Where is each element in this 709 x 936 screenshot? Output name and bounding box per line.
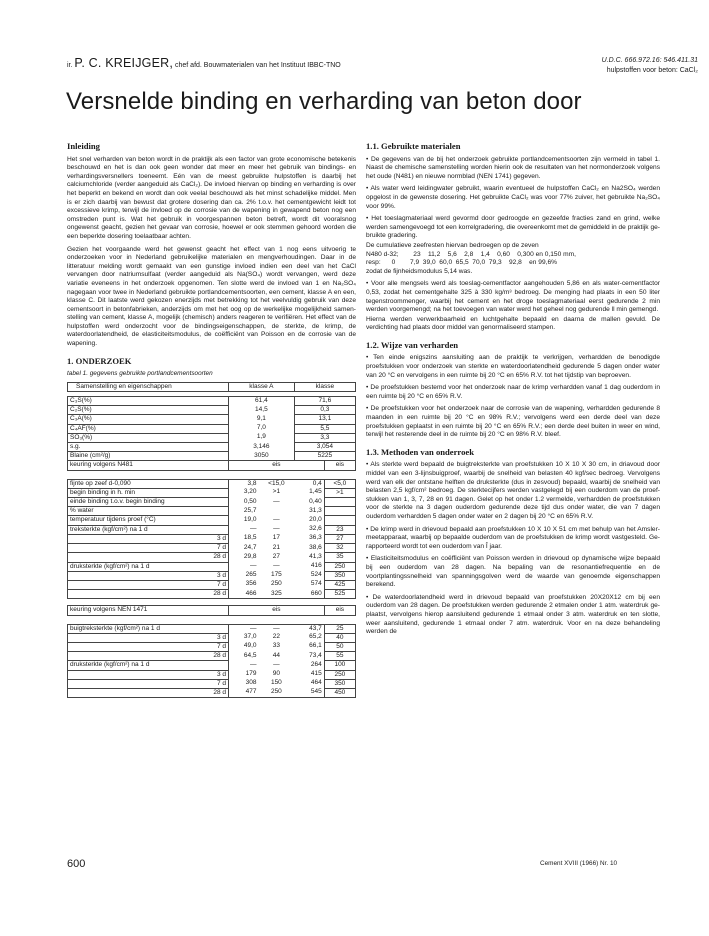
- row-label-cell: 28 d: [68, 553, 229, 562]
- paragraph-b1: • De gegevens van de bij het onderzoek gebruikte portlandcementsoorten zijn vermeld in tabel 1. Naast de chemische samenstelling worden hierin ook de resultaten van het normonderzoek volgens het oude (N481) en nieuwe normblad (NEN 1741) gegeven.: [366, 155, 660, 180]
- value-cell-c: 65,2: [309, 633, 322, 641]
- value-cell-a: —: [250, 660, 257, 668]
- value-cell-c: 0,3: [294, 406, 355, 415]
- row-label-cell: 28 d: [68, 688, 229, 697]
- value-cell-c: 20,0: [309, 515, 322, 523]
- requirement-cell-a: 22: [272, 633, 280, 641]
- value-cell-a: 61,4: [255, 397, 268, 405]
- value-cell-c: 1,45: [309, 488, 322, 496]
- table-header-cell: Samenstelling en eigenschappen: [68, 382, 229, 391]
- value-cell-a: —: [250, 525, 257, 533]
- requirement-cell-a: [259, 507, 295, 516]
- table-header-cell: klasse: [294, 382, 355, 391]
- requirement-cell-c: 250: [324, 562, 355, 571]
- requirement-cell-c: 525: [324, 590, 355, 599]
- requirement-cell-a: —: [273, 497, 280, 505]
- value-cell-c: 3,3: [294, 433, 355, 442]
- right-column: [366, 142, 660, 641]
- paragraph-b2: • Als water werd leidingwater gebruikt, waarin eventueel de hulpstoffen CaCl₂ en Na2SO₄ werden opgelost in de gewenste dosering. Het gebruikte CaCl₂ was voor 77% zuiver, het gebruikte Na₂SO₄ voor 99%.: [366, 185, 660, 210]
- table-row: [68, 679, 356, 688]
- value-cell-a: 3,20: [243, 488, 257, 496]
- requirement-cell-a: —: [273, 515, 280, 523]
- table-row: [68, 590, 356, 599]
- row-label-cell: 3 d: [68, 670, 229, 679]
- value-cell-a: 356: [245, 580, 257, 588]
- author-affiliation: chef afd. Bouwmaterialen van het Instituut IBBC-TNO: [175, 62, 341, 69]
- table-row: [68, 553, 356, 562]
- requirement-cell-c: 425: [324, 580, 355, 589]
- row-label-cell: 3 d: [68, 571, 229, 580]
- row-label-cell: 7 d: [68, 580, 229, 589]
- value-cell-c: 415: [310, 670, 322, 678]
- value-cell-a: 0,50: [243, 497, 257, 505]
- table-row: [68, 624, 356, 633]
- value-cell-a: 25,7: [243, 506, 257, 514]
- row-label-cell: 7 d: [68, 544, 229, 553]
- table-row: [68, 433, 356, 442]
- value-cell-c: 0,40: [309, 497, 322, 505]
- value-cell-a: 265: [245, 571, 257, 579]
- value-cell-a: 466: [245, 589, 257, 597]
- row-label-cell: Blaine (cm²/g): [68, 452, 229, 461]
- value-cell-c: 464: [310, 679, 322, 687]
- table-row: [68, 415, 356, 424]
- paragraph-b3: • Het toeslagmateriaal werd gevormd door gedroogde en gezeefde fracties zand en grind, welke werden samengevoegd tot een korrelgradering, die overeenkomt met de gemiddeld in de praktijk gebruikte gradering.: [366, 215, 660, 240]
- row-label-cell: 28 d: [68, 652, 229, 661]
- value-cell-a: 14,5: [255, 405, 268, 413]
- paragraph-b9: • De krimp werd in drievoud bepaald aan proefstukken 10 X 10 X 51 cm met behulp van het Amsler-meetapparaat, waarbij op bepaalde ouderdom van de proefstukken de krimp wordt vastgesteld. Gerapporteerd wordt tot een ouderdom van Î jaar.: [366, 525, 660, 550]
- table-row: [68, 661, 356, 670]
- table-row: [68, 498, 356, 507]
- requirement-cell-c: 40: [324, 633, 355, 642]
- paragraph-b7: • De proefstukken voor het onderzoek naar de corrosie van de wapening, verhardden gedurende 8 maanden in een ruimte bij 20 °C en 98% R.V.; vervolgens werd een derde deel van deze proefstukken geplaatst in een ruimte bij 20 °C en 65% R.V.; een derde deel buiten in weer en wind, terwijl het resterende deel in de ruimte bij 20 °C en 98% R.V. bleef.: [366, 405, 660, 439]
- table-section-cell: eis: [324, 606, 355, 615]
- row-label-cell: C₃S(%): [68, 397, 229, 406]
- value-cell-a: 19,0: [243, 515, 257, 523]
- requirement-cell-c: <5,0: [324, 479, 355, 488]
- value-cell-c: 13,1: [294, 415, 355, 424]
- value-cell-a: 9,1: [256, 414, 266, 422]
- row-label-cell: buigtreksterkte (kgf/cm²) na 1 d: [68, 624, 229, 633]
- grading-line-1: N480 d-32; 23 11,2 5,6 2,8 1,4 0,60 0,300 en 0,150 mm,: [366, 250, 576, 258]
- requirement-cell-a: 175: [270, 571, 282, 579]
- requirement-cell-a: 44: [272, 651, 280, 659]
- table-row: [68, 406, 356, 415]
- n481-header-row: [68, 461, 356, 470]
- requirement-cell-a: 21: [272, 543, 280, 551]
- requirement-cell-a: —: [273, 624, 280, 632]
- requirement-cell-c: 35: [324, 553, 355, 562]
- value-cell-a: 179: [245, 670, 257, 678]
- paragraph-b4b: Hierna werden verwerkbaarheid en luchtgehalte bepaald en daarna de mallen gevuld. De verdichting had plaats door middel van genormaliseerd stampen.: [366, 315, 660, 332]
- requirement-cell-c: 55: [324, 652, 355, 661]
- table-row: [68, 633, 356, 642]
- value-cell-a: 3,8: [247, 479, 257, 487]
- requirement-cell-c: 25: [324, 624, 355, 633]
- heading-inleiding: Inleiding: [67, 141, 100, 151]
- value-cell-c: 38,6: [309, 543, 322, 551]
- requirement-cell-c: [324, 498, 355, 507]
- value-cell-a: 24,7: [243, 543, 257, 551]
- table-header-row: [68, 382, 356, 391]
- requirement-cell-a: 17: [272, 534, 280, 542]
- heading-onderzoek: 1. ONDERZOEK: [67, 355, 132, 366]
- requirement-cell-c: 450: [324, 688, 355, 697]
- value-cell-c: 3,054: [294, 443, 355, 452]
- table-row: [68, 544, 356, 553]
- value-cell-a: 308: [245, 679, 257, 687]
- requirement-cell-a: —: [273, 562, 280, 569]
- table-section-cell: eis: [272, 461, 281, 469]
- value-cell-c: 41,3: [309, 552, 322, 560]
- requirement-cell-c: 32: [324, 544, 355, 553]
- paragraph-b10: • Elasticiteitsmodulus en coëfficiënt van Poisson werden in drievoud op dynamische wijze bepaald bij een ouderdom van 28 dagen. Na bepaling van de resonantiefrequentie en de voortplantingssnelheid van spanningsgolven werd de waarde van genoemde eigenschappen berekend.: [366, 555, 660, 589]
- requirement-cell-c: 250: [324, 670, 355, 679]
- value-cell-c: 660: [310, 589, 322, 597]
- table-section-cell: eis: [272, 606, 281, 614]
- table-row: [68, 488, 356, 497]
- table-row: [68, 670, 356, 679]
- value-cell-a: 29,8: [243, 552, 257, 560]
- grading-line-2: resp: 0 7,9 39,0 60,0 65,5 70,0 79,3 92,8 en 99,6%: [366, 259, 557, 267]
- requirement-cell-c: 50: [324, 642, 355, 651]
- value-cell-c: 71,6: [294, 397, 355, 406]
- value-cell-a: 37,0: [243, 633, 257, 641]
- paragraph-b5: • Ten einde enigszins aansluiting aan de praktijk te verkrijgen, verhardden de benodigde proefstukken voor onderzoek van sterkte en waterdoorlatendheid gedurende 5 dagen onder water van 20 °C en vervolgens in een ruimte bij 20 °C en 65% R.V. tot het tijdstip van beproeven.: [366, 354, 660, 379]
- requirement-cell-c: >1: [324, 488, 355, 497]
- row-label-cell: s.g.: [68, 443, 229, 452]
- udc-line: U.D.C. 666.972.16: 546.411.31: [601, 57, 698, 64]
- requirement-cell-a: 33: [272, 642, 280, 650]
- value-cell-c: 5,5: [294, 424, 355, 433]
- table-section-cell: keuring volgens NEN 1471: [68, 606, 229, 615]
- row-label-cell: C₃A(%): [68, 415, 229, 424]
- row-label-cell: druksterkte (kgf/cm²) na 1 d: [68, 562, 229, 571]
- row-label-cell: C₄AF(%): [68, 424, 229, 433]
- author-line: [67, 56, 341, 70]
- nen-rows: [68, 624, 356, 698]
- udc-classification: [548, 56, 698, 75]
- table-row: [68, 571, 356, 580]
- table-row: [68, 443, 356, 452]
- left-column: [67, 142, 356, 698]
- value-cell-c: 264: [310, 660, 322, 668]
- nen-header-row: [68, 606, 356, 615]
- value-cell-c: 32,6: [309, 525, 322, 533]
- requirement-cell-a: 90: [272, 670, 280, 678]
- value-cell-c: 416: [310, 562, 322, 569]
- table-row: [68, 580, 356, 589]
- heading-1-1: 1.1. Gebruikte materialen: [366, 141, 461, 151]
- requirement-cell-a: 27: [272, 552, 280, 560]
- row-label-cell: % water: [68, 507, 229, 516]
- author-prefix: ir.: [67, 62, 73, 69]
- requirement-cell-c: 350: [324, 679, 355, 688]
- paragraph-b6: • De proefstukken bestemd voor het onderzoek naar de krimp verhardden vanaf 1 dag ouderdom in een ruimte bij 20 °C en 65% R.V.: [366, 384, 660, 400]
- table-row: [68, 424, 356, 433]
- row-label-cell: treksterkte (kgf/cm²) na 1 d: [68, 525, 229, 534]
- table-row: [68, 525, 356, 534]
- page-number: 600: [67, 858, 86, 870]
- row-label-cell: SO₃(%): [68, 433, 229, 442]
- paragraph-intro-1: Het snel verharden van beton wordt in de praktijk als een factor van grote economische betekenis beschouwd en het is dan ook geen wonder dat meer en meer het gebruik van bindings- en verhardingsversnellers toeneemt. Eén van de meest gebruikte hulpstoffen is daarbij het calciumchloride (verder aangeduid als CaCl₂). De invloed hiervan op binding en verharding is over het beperkt en bekend en wordt dan ook veelal beschouwd als het minst schadelijke middel. Men is er zich daarbij van bewust dat grotere dosering dan ca. 2% t.o.v. het cementgewicht leidt tot excessieve krimp, terwijl de invloed op de corrosie van de wapening in gewapend beton nog een omstreden punt is. Wat het gebruik in voorgespannen beton betreft, wordt dit vooralsnog ongewenst geacht, gezien het gevaar van corrosie, hoewel er ook stemmen gehoord worden die een beperkte dosering toelaatbaar achten.: [67, 155, 356, 240]
- value-cell-a: 3050: [254, 451, 269, 459]
- cement-data-table: [67, 382, 356, 698]
- table-row: [68, 452, 356, 461]
- table-row: [68, 507, 356, 516]
- requirement-cell-a: —: [273, 525, 280, 533]
- author-name: P. C. KREIJGER,: [74, 56, 174, 70]
- requirement-cell-a: >1: [272, 488, 281, 496]
- paragraph-intro-2: Gezien het voorgaande werd het gewenst geacht het effect van 1 nog eens uitvoerig te onderzoeken voor in Nederland gebruikelijke materialen en mengverhoudingen. Daar in de litteratuur melding wordt gemaakt van een gunstige invloed indien een deel van het CaCl vervangen door natriumsulfaat (verder aangeduid als Na(SO₄) wordt vervangen, werd deze variatie eveneens in het onderzoek opgenomen. Ten slotte werd de invloed van 1 en Na₂SO₄ nagegaan voor twee in Nederland gebruikte portlandcementsoorten, een cement, klasse A en een, klasse C. Dit laatste werd gekozen enerzijds met betrekking tot het veelvuldig gebruik van deze cementsoort in betonfabrieken, anderzijds om met het oog op de werkelijke mogelijkheid samenstelling van cement, klasse A, mogelijk (chemisch) anders reageren te verifiëren. Het effect van de hulpstoffen werd onderzocht voor de bindingseigenschappen, de sterkte, de krimp, de waterdoorlatendheid, de elasticiteitsmodulus, de coëfficiënt van Poisson en de corrosie van de wapening.: [67, 245, 356, 348]
- requirement-cell-c: [324, 507, 355, 516]
- table-section-cell: keuring volgens N481: [68, 461, 229, 470]
- row-label-cell: 7 d: [68, 642, 229, 651]
- row-label-cell: fijnte op zeef d-0,090: [68, 479, 229, 488]
- value-cell-a: 64,5: [243, 651, 257, 659]
- value-cell-c: 5225: [294, 452, 355, 461]
- table-row: [68, 688, 356, 697]
- value-cell-a: 49,0: [243, 642, 257, 650]
- grading-intro: De cumulatieve zeefresten hiervan bedroegen op de zeven: [366, 241, 539, 249]
- value-cell-c: 574: [310, 580, 322, 588]
- table-row: [68, 652, 356, 661]
- table-row: [68, 534, 356, 543]
- requirement-cell-c: 27: [324, 534, 355, 543]
- table-row: [68, 642, 356, 651]
- value-cell-c: 545: [310, 688, 322, 696]
- requirement-cell-a: 250: [270, 580, 282, 588]
- article-title: Versnelde binding en verharding van beton door: [66, 88, 582, 115]
- table-row: [68, 397, 356, 406]
- paragraph-b11: • De waterdoorlatendheid werd in drievoud bepaald van proefstukken 20X20X12 cm bij een ouderdom van 28 dagen. De proefstukken werden gedurende 2 etmalen onder 1 atm. waterdruk geplaatst, vervolgens hierop aansluitend gedurende 1 etmaal onder 3 atm. waterdruk en ten slotte, weer aansluitend, gedurende 1 etmaal onder 7 atm. waterdruk. Voor en na deze behandeling werden de: [366, 593, 660, 636]
- requirement-cell-a: —: [273, 660, 280, 668]
- value-cell-a: 18,5: [243, 534, 257, 542]
- requirement-cell-a: 250: [270, 688, 282, 696]
- row-label-cell: 7 d: [68, 679, 229, 688]
- value-cell-a: 477: [245, 688, 257, 696]
- row-label-cell: einde binding t.o.v. begin binding: [68, 498, 229, 507]
- row-label-cell: 28 d: [68, 590, 229, 599]
- paragraph-b4: • Voor alle mengsels werd als toeslag-cementfactor aangehouden 5,86 en als water-cementfactor 0,53, zodat het cementgehalte 325 à 330 kg/m³ bedroeg. De menging had plaats in een 50 liter tegenstroommenger, waarbij het cement en het droge toeslagmateriaal eerst gedurende 2 min werden voorgemengd; na het toevoegen van water werd het geheel nog gedurende ll min gemengd.: [366, 280, 660, 314]
- row-label-cell: temperatuur tijdens proef (°C): [68, 516, 229, 525]
- value-cell-c: 73,4: [309, 651, 322, 659]
- value-cell-c: 31,3: [309, 506, 322, 514]
- n481-rows: [68, 479, 356, 599]
- heading-1-3: 1.3. Methoden van onderroek: [366, 446, 474, 457]
- requirement-cell-c: 100: [324, 661, 355, 670]
- paragraph-b8: • Als sterkte werd bepaald de buigtreksterkte van proefstukken 10 X 10 X 30 cm, in driavoud door middel van een 3-lijnsbuigproef, waarbij de snelheid van belasten 40 kgf/sec bedroeg. Vervolgens werd van elk der ontstane helften de druksterkte (dus in zesvoud) bepaald, waarbij de snelheid van belasten 2,5 kgf/cm² bedroeg. De sterktecijfers werden vastgelegd bij een ouderdom van de proefstukken van 1, 3, 7, 28 en 91 dagen. Gelet op het onder 1.2 vermelde, verhardden de proefstukken voor de sterkte na 3 dagen ouderdom gedurende deze tijd dus onder water, die van 7 dagen ouderdom verhardden 5 dagen onder water en 2 dagen bij 20 °C en 65% R.V.: [366, 461, 660, 520]
- row-label-cell: 3 d: [68, 633, 229, 642]
- table-caption: tabel 1. gegevens gebruikte portlandcementsoorten: [67, 370, 213, 378]
- requirement-cell-c: [324, 516, 355, 525]
- value-cell-c: 43,7: [309, 624, 322, 632]
- journal-reference: Cement XVIII (1966) Nr. 10: [540, 860, 618, 867]
- value-cell-a: 1,9: [256, 433, 266, 441]
- row-label-cell: 3 d: [68, 534, 229, 543]
- requirement-cell-c: 23: [324, 525, 355, 534]
- table-row: [68, 516, 356, 525]
- table-row: [68, 479, 356, 488]
- value-cell-a: —: [250, 562, 257, 569]
- udc-subject: hulpstoffen voor beton: CaCl₂: [606, 66, 698, 74]
- row-label-cell: begin binding in h. min: [68, 488, 229, 497]
- table-section-cell: eis: [324, 461, 355, 470]
- table-header-cell: klasse A: [229, 382, 295, 391]
- value-cell-c: 66,1: [309, 642, 322, 650]
- value-cell-c: 36,3: [309, 534, 322, 542]
- value-cell-c: 0,4: [312, 479, 322, 487]
- requirement-cell-a: 325: [270, 589, 282, 597]
- heading-1-2: 1.2. Wijze van verharden: [366, 339, 459, 350]
- requirement-cell-a: 150: [270, 679, 282, 687]
- requirement-cell-c: 350: [324, 571, 355, 580]
- composition-rows: [68, 397, 356, 461]
- row-label-cell: C₂S(%): [68, 406, 229, 415]
- value-cell-a: 3,146: [253, 442, 270, 450]
- value-cell-a: 7,0: [256, 424, 266, 432]
- table-row: [68, 562, 356, 571]
- row-label-cell: druksterkte (kgf/cm²) na 1 d: [68, 661, 229, 670]
- requirement-cell-a: <15,0: [268, 479, 285, 487]
- value-cell-a: —: [250, 624, 257, 632]
- grading-fineness: zodat de fijnheidsmodulus 5,14 was.: [366, 267, 473, 275]
- value-cell-c: 524: [310, 571, 322, 579]
